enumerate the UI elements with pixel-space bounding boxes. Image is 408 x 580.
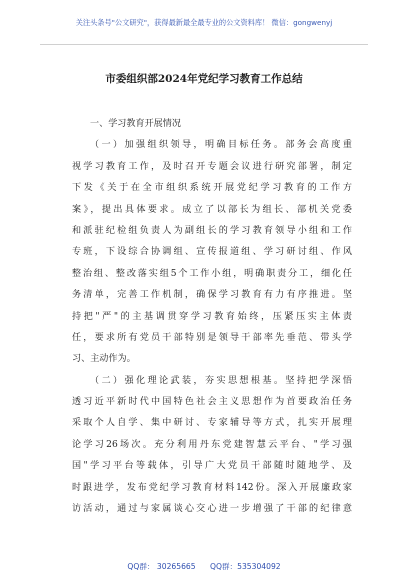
paragraph-line: 论学习26场次。充分利用丹东党建智慧云平台、"学习强 bbox=[72, 439, 352, 450]
paragraph-line: 国"学习平台等载体，引导广大党员干部随时随地学、及 bbox=[72, 461, 352, 472]
paragraph-line: 和派驻纪检组负责人为副组长的学习教育领导小组和工作 bbox=[72, 225, 352, 236]
paragraph-line: 时跟进学，发布党纪学习教育材料142份。深入开展廉政家 bbox=[72, 482, 352, 493]
footer-qq-group-2: QQ群：535304092 bbox=[210, 562, 281, 571]
footer-contact bbox=[0, 561, 408, 572]
paragraph-line: 任，要求所有党员干部特别是领导干部率先垂范、带头学 bbox=[72, 332, 352, 343]
paragraph-line: （一）加强组织领导，明确目标任务。部务会高度重 bbox=[90, 140, 352, 151]
paragraph-line: 案》，提出具体要求。成立了以部长为组长、部机关党委 bbox=[72, 204, 352, 215]
header-promo-text: 关注头条号"公文研究"，获得最新最全最专业的公文资料库！ 微信：gongwenyj bbox=[75, 18, 333, 27]
header-divider bbox=[40, 44, 368, 45]
section-heading: 一、学习教育开展情况 bbox=[90, 119, 181, 129]
paragraph-line: 下发《关于在全市组织系统开展党纪学习教育的工作方 bbox=[72, 183, 352, 194]
document-body bbox=[72, 114, 352, 520]
paragraph-line: 访活动，通过与家属谈心交心进一步增强了干部的纪律意 bbox=[72, 504, 352, 515]
paragraph-line: 持把"严"的主基调贯穿学习教育始终，压紧压实主体责 bbox=[72, 311, 352, 322]
paragraph-line: 习、主动作为。 bbox=[72, 354, 136, 365]
paragraph-line: 采取个人自学、集中研讨、专家辅导等方式，扎实开展理 bbox=[72, 418, 352, 429]
paragraph-line: （二）强化理论武装，夯实思想根基。坚持把学深悟 bbox=[90, 375, 352, 386]
paragraph-line: 专班，下设综合协调组、宣传报道组、学习研讨组、作风 bbox=[72, 247, 352, 258]
footer-qq-group-1: QQ群： 30265665 bbox=[127, 562, 196, 571]
paragraph-line: 务清单，完善工作机制，确保学习教育有力有序推进。坚 bbox=[72, 290, 352, 301]
paragraph-line: 透习近平新时代中国特色社会主义思想作为首要政治任务 bbox=[72, 397, 352, 408]
paragraph-line: 整治组、整改落实组5个工作小组，明确职责分工，细化任 bbox=[72, 268, 352, 279]
document-title: 市委组织部2024年党纪学习教育工作总结 bbox=[105, 73, 303, 85]
paragraph-line: 视学习教育工作，及时召开专题会议进行研究部署，制定 bbox=[72, 161, 352, 172]
